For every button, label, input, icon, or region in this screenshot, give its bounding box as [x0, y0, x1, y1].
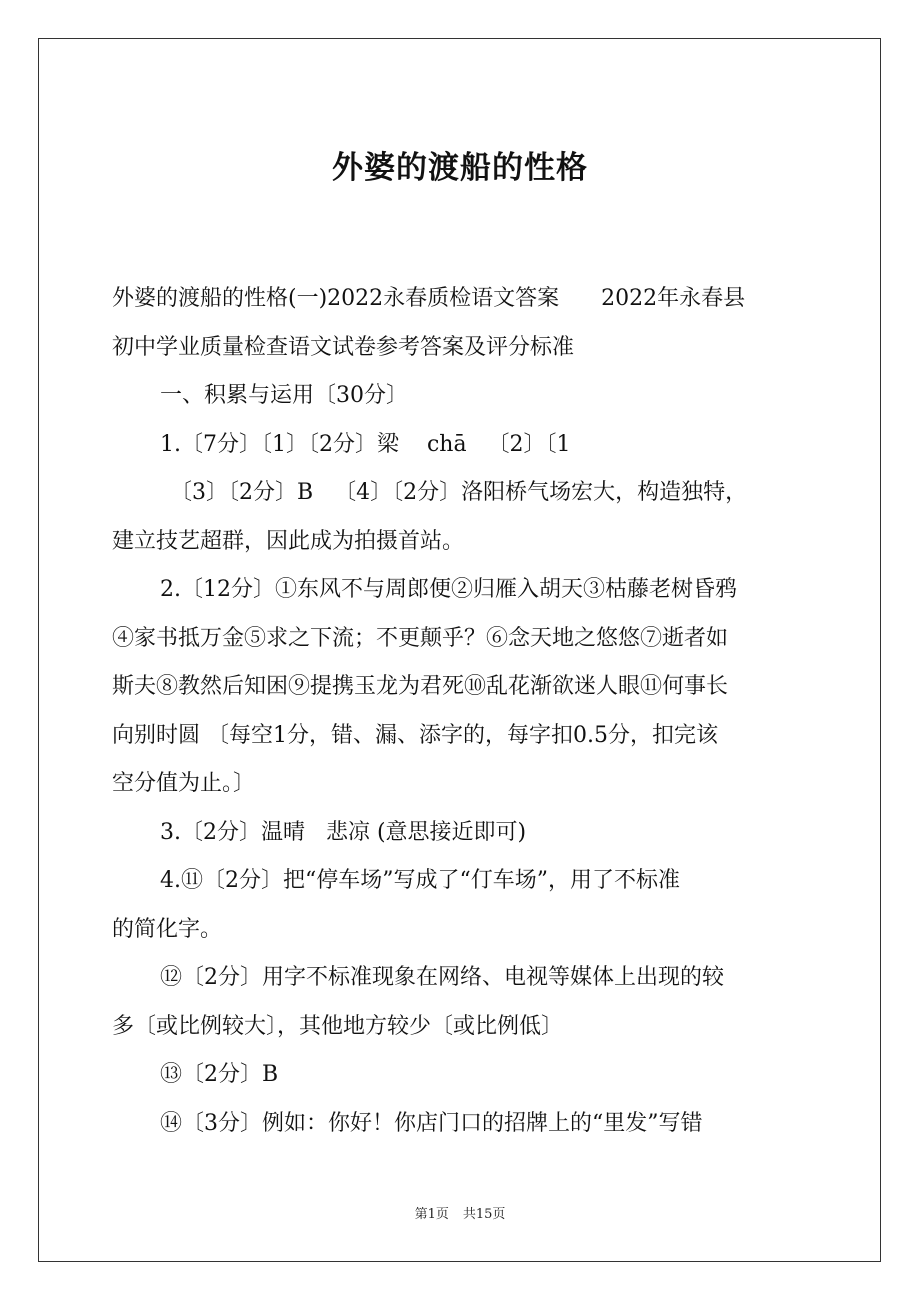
page-footer	[0, 1206, 920, 1224]
answer-2-cont-4: 空分值为止。〕	[112, 771, 256, 796]
answer-1-cont-2: 建立技艺超群，因此成为拍摄首站。	[112, 528, 465, 554]
page-total: 共15页	[462, 1207, 506, 1222]
answer-4-12-cont: 多〔或比例较大〕，其他地方较少〔或比例低〕	[112, 1013, 564, 1039]
body-line-2: 初中学业质量检查语文试卷参考答案及评分标准	[112, 334, 575, 360]
answer-4-cont: 的简化字。	[112, 916, 223, 942]
answer-4: 4.⑪〔2分〕把“停车场”写成了“仃车场”，用了不标准	[160, 868, 680, 893]
document-title: 外婆的渡船的性格	[332, 150, 588, 186]
page-number: 第1页	[414, 1207, 449, 1222]
answer-4-14: ⑭〔3分〕例如：你好！你店门口的招牌上的“里发”写错	[160, 1110, 703, 1136]
section-heading: 一、积累与运用〔30分〕	[160, 383, 408, 408]
answer-2-cont-2: 斯夫⑧教然后知困⑨提携玉龙为君死⑩乱花渐欲迷人眼⑪何事长	[112, 674, 729, 699]
answer-4-13: ⑬〔2分〕B	[160, 1062, 279, 1087]
answer-2: 2.〔12分〕①东风不与周郎便②归雁入胡天③枯藤老树昏鸦	[160, 577, 737, 602]
answer-1: 1.〔7分〕〔1〕〔2分〕梁 chā 〔2〕〔1	[160, 431, 571, 457]
answer-2-cont-3: 向别时圆 〔每空1分，错、漏、添字的，每字扣0.5分，扣完该	[112, 722, 718, 748]
answer-3: 3.〔2分〕温晴 悲凉 (意思接近即可)	[160, 819, 527, 845]
document-body	[112, 275, 812, 1148]
body-line-1: 外婆的渡船的性格(一)2022永春质检语文答案 2022年永春县	[112, 286, 746, 311]
answer-1-cont: 〔3〕〔2分〕B 〔4〕〔2分〕洛阳桥气场宏大，构造独特，	[170, 480, 748, 505]
answer-2-cont: ④家书抵万金⑤求之下流；不更颠乎？⑥念天地之悠悠⑦逝者如	[112, 625, 729, 651]
answer-4-12: ⑫〔2分〕用字不标准现象在网络、电视等媒体上出现的较	[160, 965, 724, 990]
